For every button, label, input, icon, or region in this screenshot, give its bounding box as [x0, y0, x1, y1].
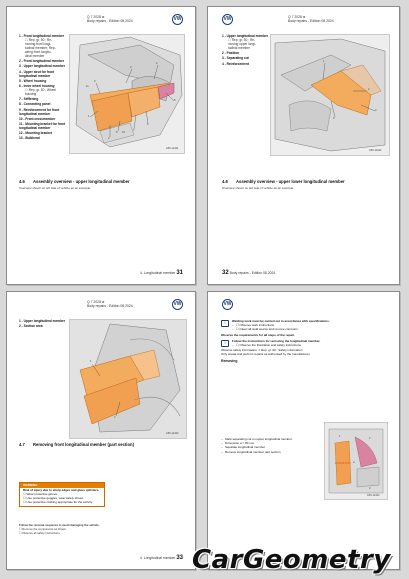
- callout-label: 4: [375, 109, 377, 112]
- callout-label: 2: [369, 437, 371, 440]
- vw-logo-icon: VW: [172, 14, 183, 25]
- page-body: [221, 320, 387, 364]
- callout-label: 9: [94, 80, 96, 83]
- separating-cut-illustration: [324, 422, 388, 500]
- legend-item-detail: ☐ Rep. gr. 50 ; Re-: [228, 38, 256, 42]
- callout-label: 1: [323, 60, 325, 63]
- callout-label: 10: [122, 131, 125, 134]
- safety-note: Only create and perform repairs as authorised by the manufacturer.: [221, 352, 311, 357]
- legend-item: [222, 56, 270, 60]
- removal-step: – Mark separating cut on upper longitudinal member.: [221, 437, 321, 441]
- legend-item-title: 9 - Reinforcement for front longitudinal member: [19, 107, 60, 116]
- legend-item-title: 12 - Mounting bracket: [19, 131, 52, 136]
- legend-item: [222, 34, 270, 50]
- legend-list: [19, 34, 67, 141]
- legend-item-detail: tudinal member; Rep-: [25, 46, 56, 50]
- callout-label: 4: [156, 62, 158, 65]
- info-note: i Follow the instructions for removing the longitudinal member. – ☐ Observe the illustration and safety instructions.: [221, 340, 387, 348]
- vw-logo-icon: VW: [222, 299, 233, 310]
- legend-item: [19, 79, 67, 83]
- removal-steps: [221, 437, 321, 454]
- page-footer: 32 Body repairs - Edition 08.2024: [222, 270, 276, 276]
- callout-label: 6: [147, 123, 149, 126]
- legend-item-title: 1 - Upper longitudinal member: [19, 319, 66, 323]
- front-longitudinal-member-illustration: [69, 34, 185, 154]
- legend-item: [19, 59, 67, 63]
- callout-label: 1: [339, 435, 341, 438]
- section-heading: 4.7 Removing front longitudinal member (part section): [19, 442, 134, 447]
- requirement-text: Observe the requirements for all steps of the repair.: [221, 332, 295, 337]
- legend-item: [19, 324, 67, 328]
- legend-item-title: 6 - Inner wheel housing: [19, 83, 55, 88]
- callout-label: 3: [333, 117, 335, 120]
- safety-reference: Observe safety information ⇒ Rep. gr. 00 ; Safety information: [221, 348, 303, 353]
- page-33: [6, 291, 196, 570]
- page-34: [207, 291, 400, 570]
- warning-box: [19, 482, 105, 507]
- legend-item-title: 5 - Wheel housing: [19, 78, 47, 83]
- info-icon: i: [221, 320, 229, 327]
- legend-item-title: 13 - Bulkhead: [19, 136, 40, 141]
- callout-label: 2: [368, 88, 370, 91]
- illustration-code: A50-11424: [367, 494, 380, 497]
- legend-list: [19, 319, 67, 329]
- callout-label: 7: [133, 129, 135, 132]
- legend-item-title: 2 - Front longitudinal member: [19, 59, 64, 64]
- legend-item-detail: airing front longitu-: [25, 50, 52, 54]
- callout-label: 5: [174, 99, 176, 102]
- legend-item-detail: moving upper longi-: [228, 42, 256, 46]
- section-note: Overview shown on left side of vehicle as an example.: [19, 186, 92, 190]
- legend-item-detail: ☐ Rep. gr. 50 ; Re-: [25, 38, 53, 42]
- legend-item: [222, 51, 270, 55]
- body-structure-drawing: [70, 35, 184, 153]
- legend-item: [19, 97, 67, 101]
- legend-item-detail: housing: [25, 91, 37, 96]
- warning-line: ☐ Use protective goggles, wear safety shoes.: [23, 495, 84, 500]
- warning-body: [20, 488, 104, 506]
- page-header: Q 7 2028 ► Body repairs - Edition 08.2024: [288, 15, 334, 23]
- legend-item: [19, 70, 67, 78]
- removal-notes: Follow the removal sequence to avoid damaging the vehicle. ☐ Remove the components as shown. ☐ Observe all safety instructions.: [19, 523, 100, 535]
- callout-label: 3: [130, 66, 132, 69]
- legend-item: [19, 84, 67, 96]
- legend-item-detail: moving front longi-: [25, 42, 52, 46]
- info-icon: i: [221, 340, 229, 347]
- legend-item: [19, 122, 67, 130]
- callout-label: a: [353, 461, 355, 464]
- legend-item-title: 7 - Stiffening: [19, 97, 39, 102]
- page-32: [207, 6, 400, 285]
- page-footer: 4. Longitudinal member 31: [139, 270, 183, 276]
- section-note: Overview shown on left side of vehicle as an example.: [222, 186, 295, 190]
- warning-title: WARNING: [20, 483, 104, 488]
- vw-logo-icon: VW: [172, 299, 183, 310]
- legend-item-title: 10 - Front crossmember: [19, 116, 56, 121]
- legend-item: [19, 131, 67, 135]
- legend-item-detail: ☐ Rep. gr. 50 ; Wheel: [25, 87, 57, 92]
- page-footer: 4. Longitudinal member 33: [139, 555, 183, 561]
- legend-item-title: 2 - Position: [222, 51, 240, 56]
- warning-line: ☐ Use protective clothing appropriate for the activity.: [23, 499, 93, 504]
- warning-line: ☐ Wear protective gloves.: [23, 491, 58, 496]
- legend-list: [222, 34, 270, 67]
- section-area-illustration: [69, 319, 187, 439]
- callout-label: 1: [88, 115, 90, 118]
- legend-item-title: 2 - Section area: [19, 324, 43, 329]
- callout-label: 11: [86, 85, 89, 88]
- callout-label: 3: [369, 487, 371, 490]
- callout-label: 2: [108, 137, 110, 140]
- vw-logo-icon: VW: [222, 14, 233, 25]
- page-header: Q 7 2028 ► Body repairs - Edition 08.2024: [87, 15, 133, 23]
- page-header: Q 7 2028 ► Body repairs - Edition 08.2024: [87, 300, 133, 308]
- upper-longitudinal-member-illustration: [270, 34, 390, 156]
- legend-item-detail: tudinal member: [228, 46, 250, 50]
- legend-item-title: 1 - Front longitudinal member: [19, 34, 64, 38]
- section-heading: 4.6 Assembly overview - upper lower longitudinal member: [222, 179, 345, 184]
- illustration-code: A50-11421: [166, 147, 179, 150]
- legend-item-title: 1 - Upper longitudinal member: [222, 34, 269, 38]
- legend-item-title: 3 - Upper longitudinal member: [19, 64, 66, 69]
- legend-item-title: 4 - Reinforcement: [222, 61, 249, 66]
- legend-item: [19, 102, 67, 106]
- body-structure-drawing: [271, 35, 389, 155]
- removing-heading: Removing: [221, 359, 238, 364]
- legend-item: [19, 136, 67, 140]
- legend-item: [222, 62, 270, 66]
- removal-step: – Dimension a = 80 mm: [221, 441, 321, 445]
- page-31: [6, 6, 196, 285]
- section-heading: 4.6 Assembly overview - upper longitudinal member: [19, 179, 130, 184]
- body-structure-drawing: [70, 320, 186, 438]
- legend-item: [19, 108, 67, 116]
- removal-step: – Remove longitudinal member part section.: [221, 450, 321, 454]
- cargeometry-watermark-logo: CarGeometry: [192, 545, 391, 575]
- legend-item: [19, 64, 67, 68]
- illustration-code: A50-11422: [369, 149, 382, 152]
- callout-label: 2: [114, 416, 116, 419]
- removal-step: – Separate longitudinal member.: [221, 445, 321, 449]
- legend-item: [19, 34, 67, 58]
- legend-item-detail: dinal member: [25, 54, 45, 58]
- callout-label: 1: [90, 360, 92, 363]
- info-note: i Welding work must be carried out in accordance with specifications. – ☐ Observe work instructions. – ☐ Clean all weld seams and remove corrosion.: [221, 320, 387, 332]
- body-structure-drawing: [325, 423, 387, 499]
- callout-label: 8: [116, 131, 118, 134]
- legend-item: [19, 319, 67, 323]
- warning-line: Risk of injury due to sharp edges and glass splinters.: [23, 488, 100, 492]
- legend-item-title: 11 - Mounting bracket for front longitudinal member: [19, 121, 66, 130]
- legend-item: [19, 117, 67, 121]
- illustration-code: A50-11423: [166, 432, 179, 435]
- legend-item-title: 4 - Upper strut for front longitudinal member: [19, 69, 55, 78]
- legend-item-title: 3 - Separating cut: [222, 56, 249, 61]
- legend-item-title: 8 - Connecting panel: [19, 102, 51, 107]
